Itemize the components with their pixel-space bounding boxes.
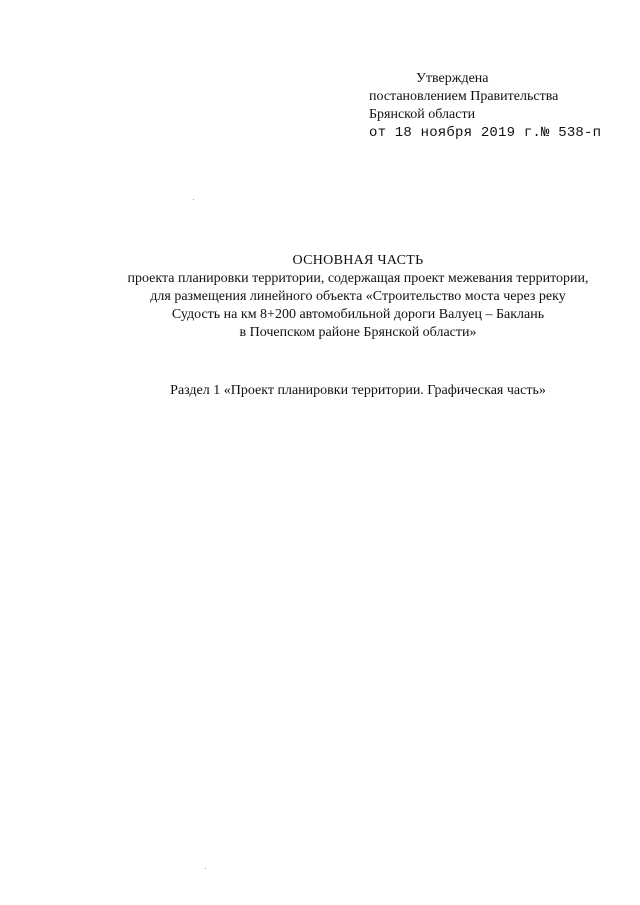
approval-date-number: от 18 ноября 2019 г.№ 538-п (369, 125, 602, 141)
approval-block (369, 70, 619, 142)
scan-speck (205, 868, 206, 869)
document-heading (60, 252, 640, 342)
heading-line: Судость на км 8+200 автомобильной дороги Валуец – Баклань (171, 307, 545, 322)
heading-line: проекта планировки территории, содержащая проект межевания территории, (127, 271, 589, 286)
scan-speck (193, 199, 194, 200)
approval-authority-line: постановлением Правительства (369, 89, 559, 104)
heading-line: в Почепском районе Брянской области» (239, 325, 477, 340)
main-title: ОСНОВНАЯ ЧАСТЬ (292, 253, 424, 268)
approval-region-line: Брянской области (369, 107, 476, 122)
heading-line: для размещения линейного объекта «Строительство моста через реку (150, 289, 566, 304)
section-title: Раздел 1 «Проект планировки территории. Графическая часть» (170, 383, 546, 398)
approval-title: Утверждена (416, 71, 489, 86)
